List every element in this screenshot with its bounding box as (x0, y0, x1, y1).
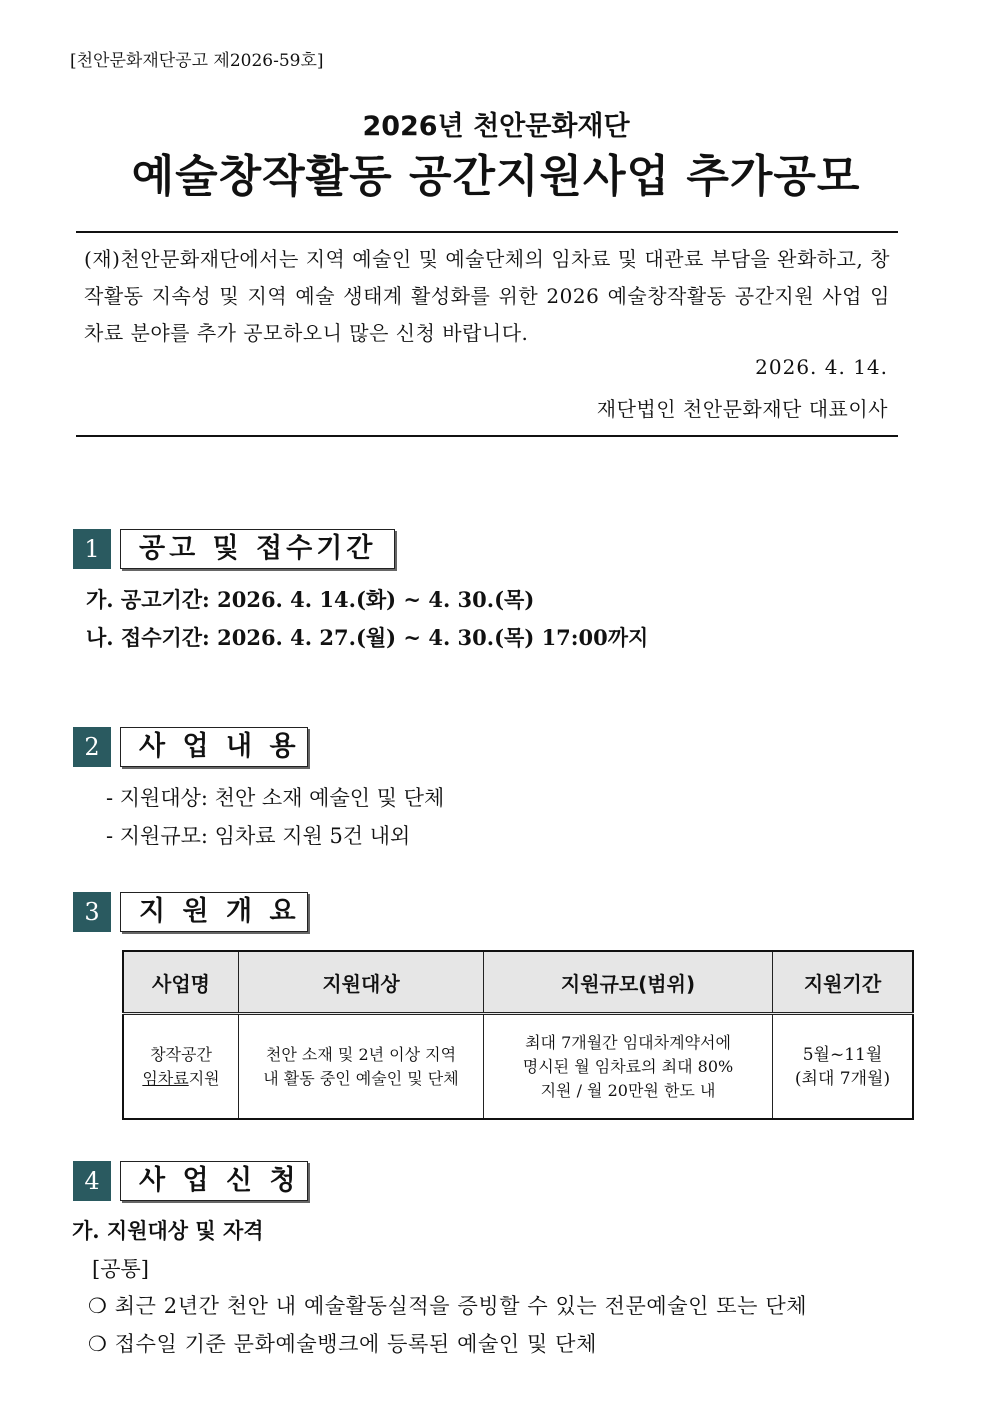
intro-box (76, 231, 898, 437)
eligibility-bullet: ❍ 접수일 기준 문화예술뱅크에 등록된 예술인 및 단체 (88, 1332, 597, 1356)
section-number: 3 (73, 892, 111, 932)
eligibility-bullet: ❍ 최근 2년간 천안 내 예술활동실적을 증빙할 수 있는 전문예술인 또는 단체 (88, 1294, 808, 1318)
name-line1: 창작공간 (150, 1044, 212, 1064)
intro-date: 2026. 4. 14. (755, 355, 888, 379)
section-number: 2 (73, 727, 111, 767)
table-header: 지원대상 (239, 951, 484, 1014)
table-cell-name (123, 1014, 239, 1120)
name-underlined: 임차료 (142, 1068, 189, 1088)
period-line1: 5월~11월 (802, 1044, 883, 1065)
intro-signer: 재단법인 천안문화재단 대표이사 (596, 397, 888, 421)
support-overview-table (122, 950, 914, 1120)
table-header: 사업명 (123, 951, 239, 1014)
announce-period: 가. 공고기간: 2026. 4. 14.(화) ~ 4. 30.(목) (86, 587, 535, 612)
scale-line3: 지원 / 월 20만원 한도 내 (540, 1080, 716, 1100)
title-year-org: 2026년 천안문화재단 (362, 111, 630, 142)
eligibility-heading: 가. 지원대상 및 자격 (72, 1218, 264, 1243)
section-number: 1 (73, 529, 111, 569)
name-line2 (130, 1067, 232, 1091)
section-title: 공고 및 접수기간 (120, 529, 395, 569)
table-header: 지원규모(범위) (484, 951, 773, 1014)
name-rest: 지원 (188, 1068, 220, 1088)
receipt-period: 나. 접수기간: 2026. 4. 27.(월) ~ 4. 30.(목) 17:00까지 (86, 625, 649, 650)
support-target: - 지원대상: 천안 소재 예술인 및 단체 (106, 786, 445, 810)
table-cell-target (239, 1014, 484, 1120)
intro-text: (재)천안문화재단에서는 지역 예술인 및 예술단체의 임차료 및 대관료 부담을 완화하고, 창작활동 지속성 및 지역 예술 생태계 활성화를 위한 2026 예술창작활동 공간지원 사업 임차료 분야를 추가 공모하오니 많은 신청 바랍니다. (84, 247, 890, 345)
table-cell-scale (484, 1014, 773, 1120)
table-header: 지원기간 (773, 951, 914, 1014)
notice-number: [천안문화재단공고 제2026-59호] (70, 51, 324, 71)
target-line2: 내 활동 중인 예술인 및 단체 (263, 1068, 459, 1088)
support-scale: - 지원규모: 임차료 지원 5건 내외 (106, 824, 411, 848)
section-title: 사 업 내 용 (120, 727, 308, 767)
table-header-row (123, 951, 913, 1014)
scale-line2: 명시된 월 임차료의 최대 80% (522, 1056, 734, 1076)
section-number: 4 (73, 1161, 111, 1201)
scale-line1: 최대 7개월간 임대차계약서에 (525, 1032, 731, 1052)
page-title: 예술창작활동 공간지원사업 추가공모 (131, 151, 861, 202)
period-line2: (최대 7개월) (794, 1068, 891, 1089)
common-label: [공통] (92, 1257, 149, 1281)
section-title: 지 원 개 요 (120, 892, 308, 932)
table-cell-period (773, 1014, 914, 1120)
table-row (123, 1014, 913, 1120)
target-line1: 천안 소재 및 2년 이상 지역 (265, 1044, 457, 1064)
section-title: 사 업 신 청 (120, 1161, 308, 1201)
